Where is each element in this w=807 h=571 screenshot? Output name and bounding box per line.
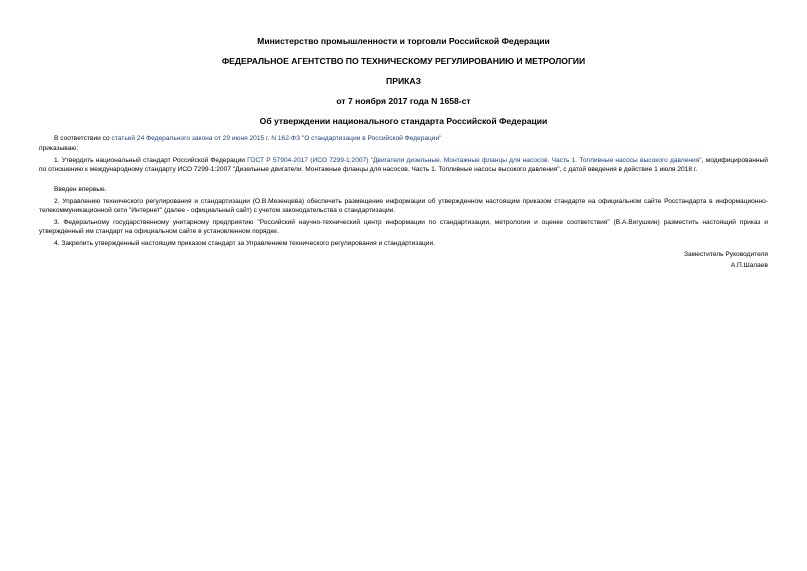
- agency-heading: ФЕДЕРАЛЬНОЕ АГЕНТСТВО ПО ТЕХНИЧЕСКОМУ РЕГУЛИРОВАНИЮ И МЕТРОЛОГИИ: [221, 56, 586, 66]
- ministry-heading: Министерство промышленности и торговли Российской Федерации: [257, 36, 550, 46]
- signature-position: Заместитель Руководителя: [684, 251, 768, 258]
- item-1-text: 1. Утвердить национальный стандарт Российской Федерации: [54, 157, 248, 164]
- intro-paragraph: [39, 134, 768, 143]
- law-link[interactable]: статьей 24 Федерального закона от 29 июня 2015 г. N 162-ФЗ "О стандартизации в Российской Федерации": [111, 135, 442, 142]
- item-1-suffix: , модифицированный по отношению к международному стандарту ИСО 7299-1:2007 "Дизельные двигатели. Монтажные фланцы для насосов. Часть 1. Топливные насосы высокого давления", с датой введения в действие 1 июля 2018 г.: [39, 157, 768, 173]
- standard-link[interactable]: ГОСТ Р 57904-2017 (ИСО 7299-1:2007) "Двигатели дизельные. Монтажные фланцы для насосов. Часть 1. Топливные насосы высокого давления": [247, 157, 702, 164]
- introduced-first: Введен впервые.: [54, 186, 107, 193]
- item-4: 4. Закрепить утвержденный настоящим приказом стандарт за Управлением технического регулирования и стандартизации.: [54, 240, 435, 247]
- item-2: 2. Управлению технического регулирования и стандартизации (О.В.Мезенцева) обеспечить размещение информации об утвержденном настоящим приказом стандарте на официальном сайте Росстандарта в информационно-телекоммуникационной сети "Интернет" (далее - официальный сайт) с учетом законодательства о стандартизации.: [39, 198, 768, 214]
- item-1: [39, 156, 768, 174]
- date-number: от 7 ноября 2017 года N 1658-ст: [336, 96, 471, 106]
- document-type: ПРИКАЗ: [386, 76, 421, 86]
- item-3: 3. Федеральному государственному унитарному предприятию "Российский научно-технический центр информации по стандартизации, метрологии и оценке соответствия" (В.А.Вигушкин) разместить настоящий приказ и утвержденный им стандарт на официальном сайте в установленном порядке.: [39, 219, 768, 235]
- document-subject: Об утверждении национального стандарта Российской Федерации: [259, 116, 548, 126]
- intro-text: В соответствии со: [54, 135, 112, 142]
- order-word: приказываю:: [39, 145, 79, 152]
- signature-name: А.П.Шалаев: [730, 262, 768, 269]
